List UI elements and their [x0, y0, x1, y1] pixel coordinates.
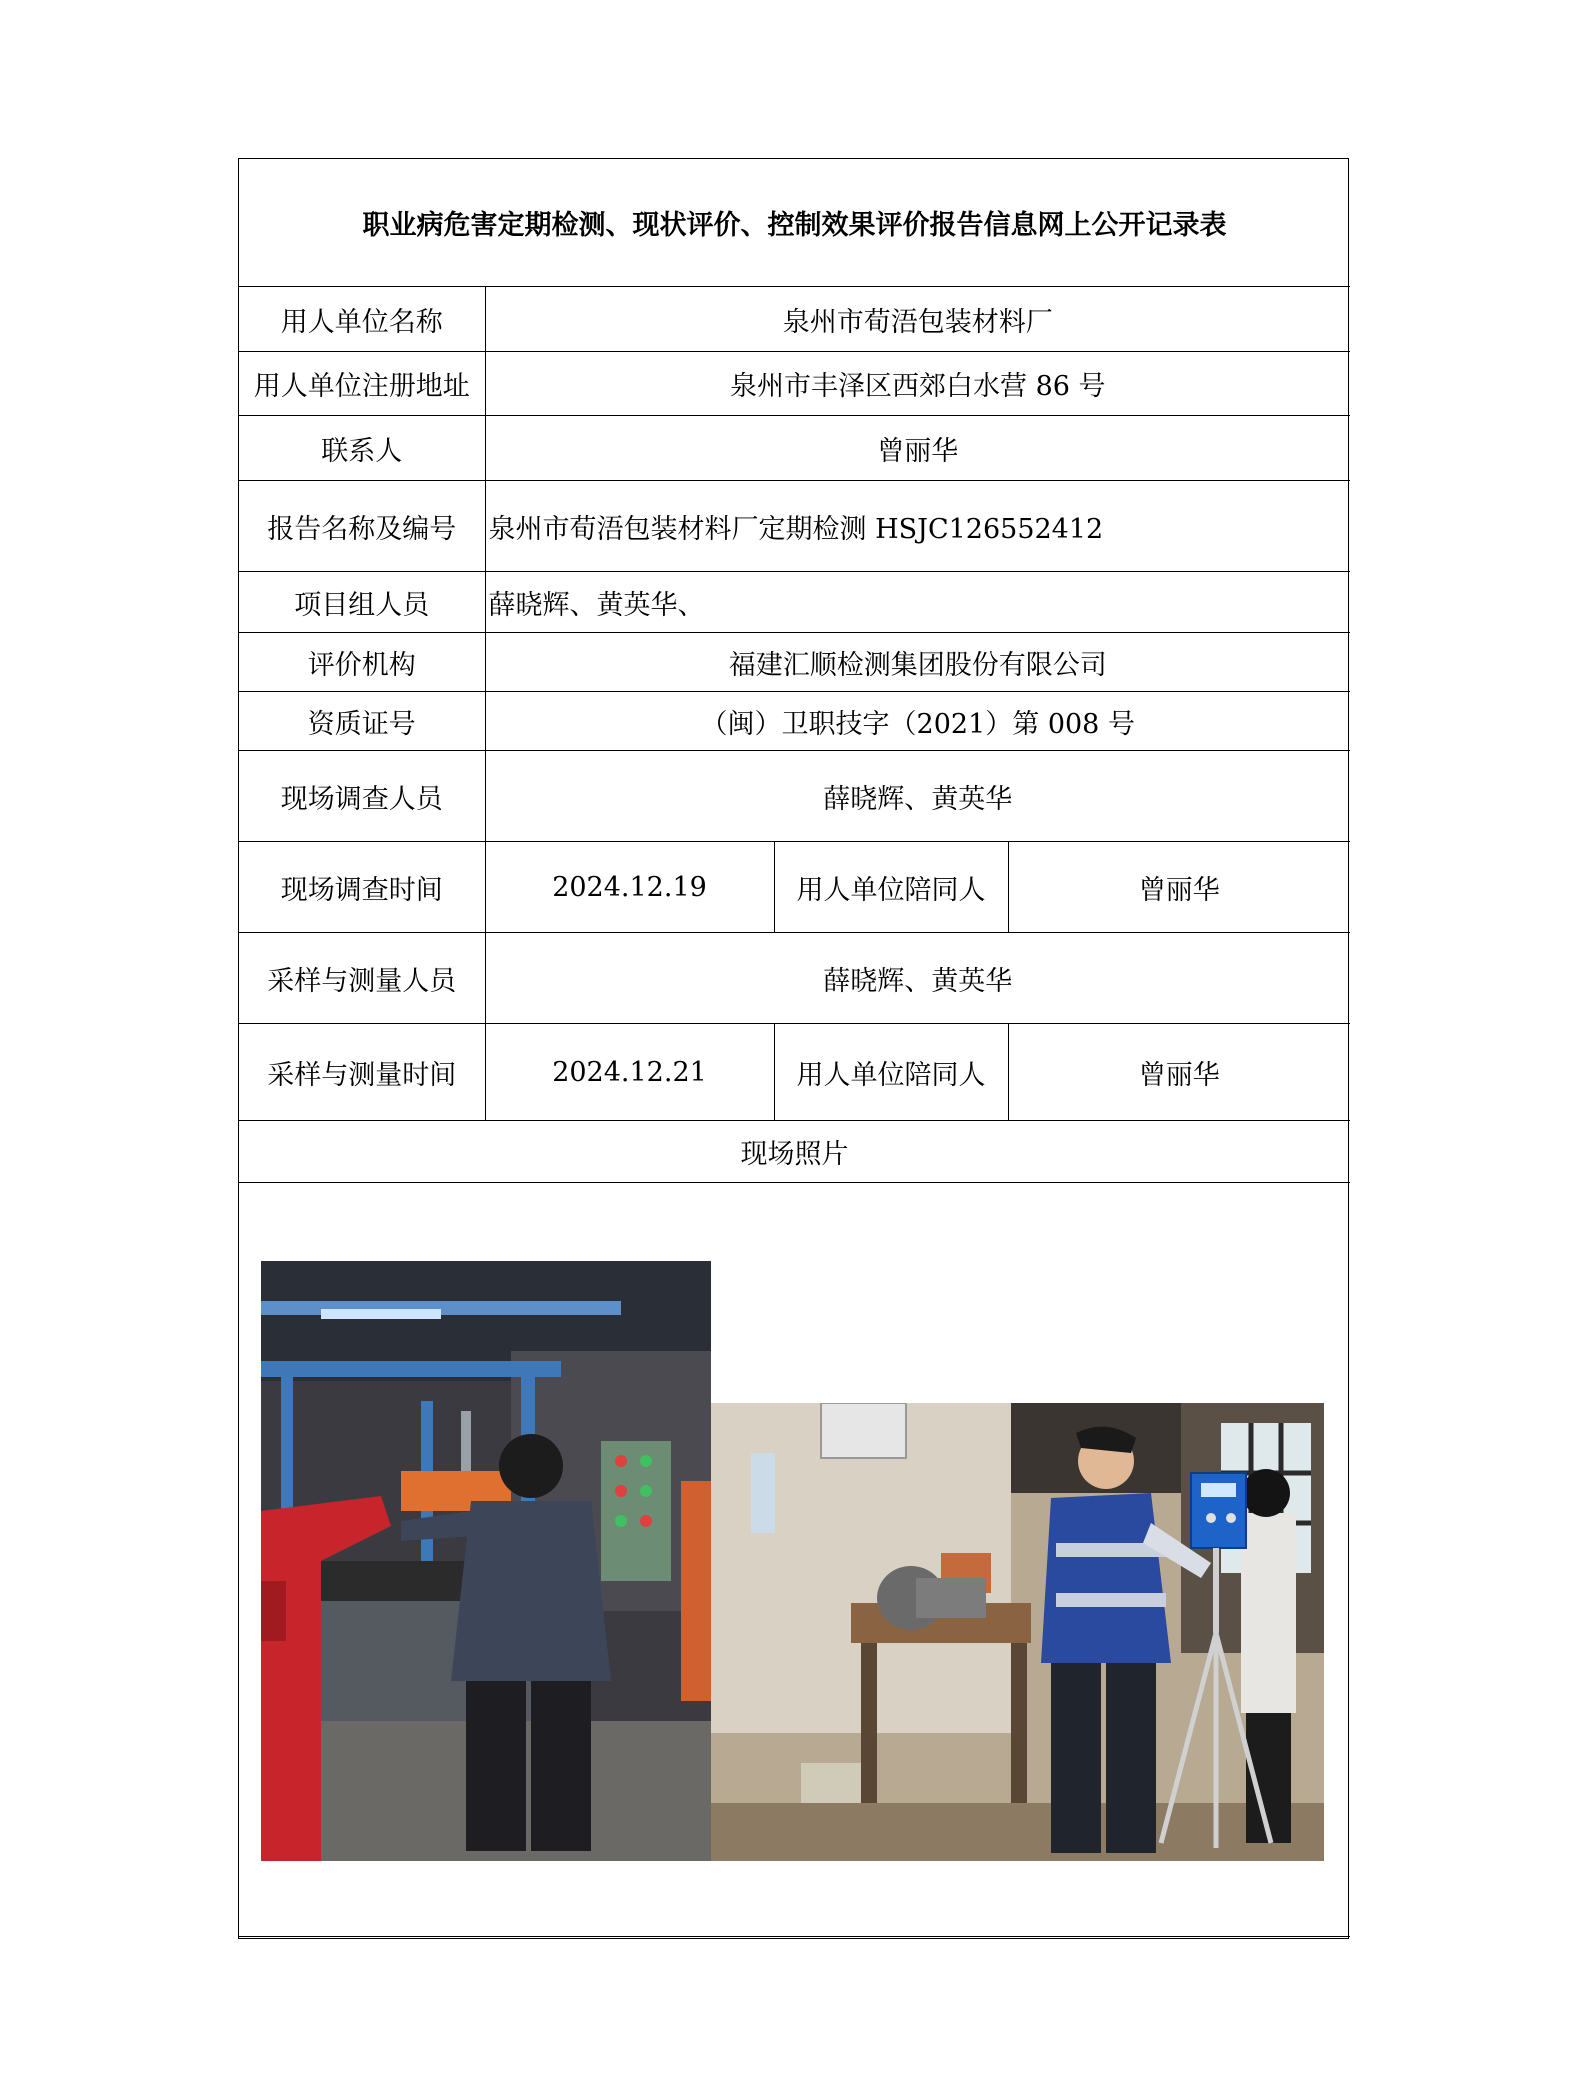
survey-staff-value: 薛晓辉、黄英华 — [485, 751, 1350, 842]
photos-header: 现场照片 — [239, 1121, 1350, 1183]
sampling-companion-value: 曾丽华 — [1008, 1024, 1350, 1121]
sampling-companion-label: 用人单位陪同人 — [774, 1024, 1008, 1121]
agency-value: 福建汇顺检测集团股份有限公司 — [485, 633, 1350, 692]
survey-staff-label: 现场调查人员 — [239, 751, 485, 842]
employer-address-label: 用人单位注册地址 — [239, 352, 485, 416]
team-value: 薛晓辉、黄英华、 — [485, 572, 1350, 633]
survey-time-value: 2024.12.19 — [485, 842, 774, 933]
page-title: 职业病危害定期检测、现状评价、控制效果评价报告信息网上公开记录表 — [239, 159, 1350, 287]
sampling-staff-label: 采样与测量人员 — [239, 933, 485, 1024]
site-photo-machine — [261, 1261, 711, 1861]
report-value: 泉州市荀浯包装材料厂定期检测 HSJC126552412 — [485, 481, 1350, 572]
sampling-time-value: 2024.12.21 — [485, 1024, 774, 1121]
site-photo-measurement — [711, 1403, 1324, 1861]
survey-companion-value: 曾丽华 — [1008, 842, 1350, 933]
survey-time-label: 现场调查时间 — [239, 842, 485, 933]
sampling-time-label: 采样与测量时间 — [239, 1024, 485, 1121]
sampling-staff-value: 薛晓辉、黄英华 — [485, 933, 1350, 1024]
employer-name-value: 泉州市荀浯包装材料厂 — [485, 287, 1350, 352]
record-sheet — [238, 158, 1349, 1939]
employer-address-value: 泉州市丰泽区西郊白水营 86 号 — [485, 352, 1350, 416]
report-label: 报告名称及编号 — [239, 481, 485, 572]
license-label: 资质证号 — [239, 692, 485, 751]
contact-value: 曾丽华 — [485, 416, 1350, 481]
employer-name-label: 用人单位名称 — [239, 287, 485, 352]
license-value: （闽）卫职技字（2021）第 008 号 — [485, 692, 1350, 751]
agency-label: 评价机构 — [239, 633, 485, 692]
survey-companion-label: 用人单位陪同人 — [774, 842, 1008, 933]
team-label: 项目组人员 — [239, 572, 485, 633]
photos-cell — [239, 1183, 1350, 1937]
record-table — [239, 159, 1350, 1937]
contact-label: 联系人 — [239, 416, 485, 481]
